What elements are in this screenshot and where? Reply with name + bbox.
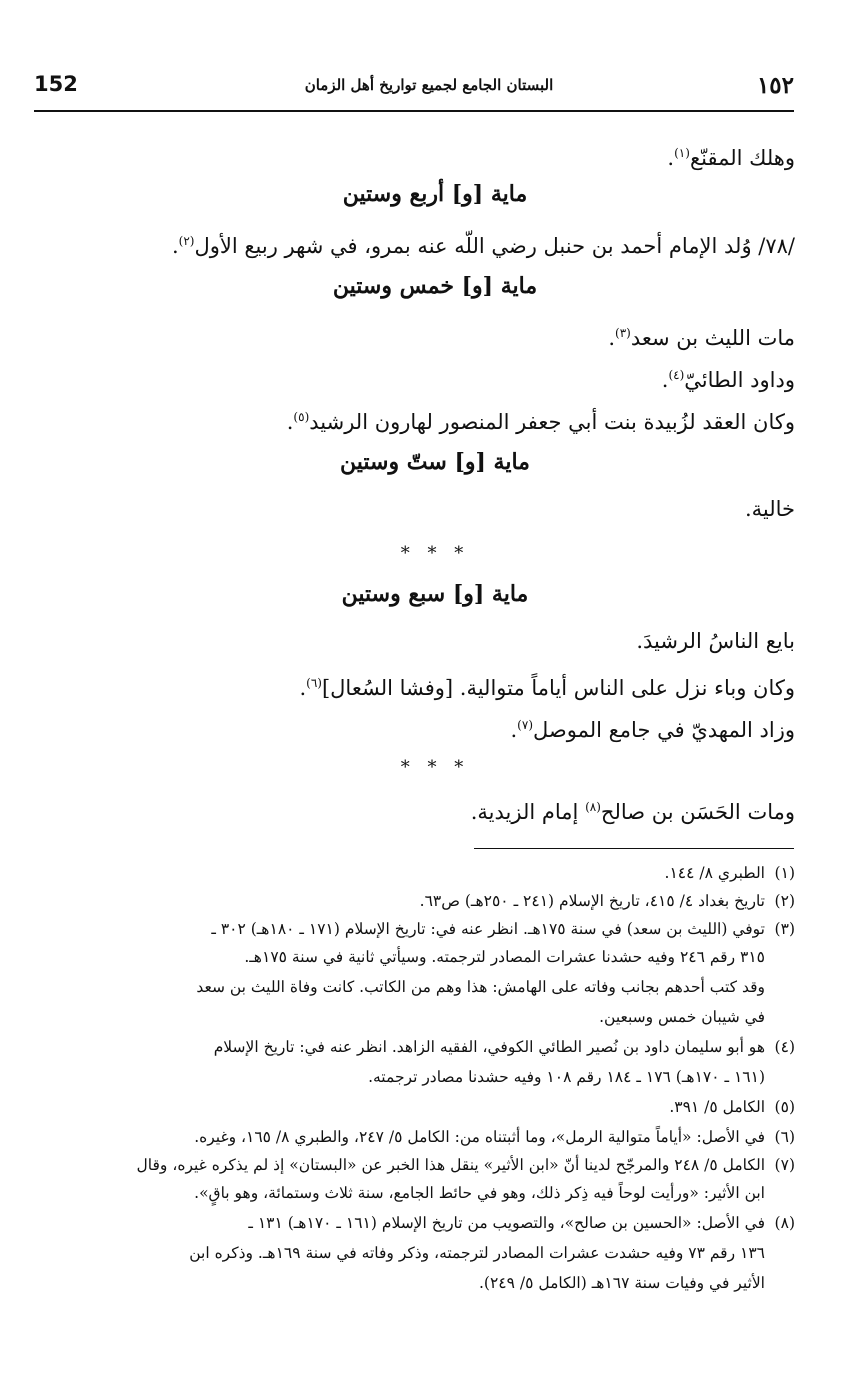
footnote-3-cont: ٣١٥ رقم ٢٤٦ وفيه حشدنا عشرات المصادر لترجمته. وسيأتي ثانية في سنة ١٧٥هـ.	[244, 948, 765, 966]
footnote-8: (٨)في الأصل: «الحسين بن صالح»، والتصويب من تاريخ الإسلام (١٦١ ـ ١٧٠هـ) ١٣١ ـ	[248, 1214, 795, 1232]
section-separator: * * *	[400, 543, 470, 564]
header-rule	[34, 110, 794, 112]
footnote-7-cont: ابن الأثير: «ورأيت لوحاً فيه ذِكر ذلك، وهو في حائط الجامع، سنة ثلاث وستمائة، وهو باقٍ».	[194, 1184, 765, 1202]
footnote-ref: (٣)	[615, 326, 631, 340]
footnote-4-cont: (١٦١ ـ ١٧٠هـ) ١٧٦ ـ ١٨٤ رقم ١٠٨ وفيه حشدنا مصادر ترجمته.	[368, 1068, 765, 1086]
footnote-ref: (٨)	[585, 800, 601, 814]
footnote-ref: (١)	[674, 146, 690, 160]
page-number-latin: 152	[34, 72, 78, 96]
text-line: خالية.	[744, 497, 795, 521]
text-line: ومات الحَسَن بن صالح$^{(٨)}$ إمام الزيدية.	[470, 800, 795, 824]
text-line: بايع الناسُ الرشيدَ.	[636, 629, 795, 653]
footnote-3-note: وقد كتب أحدهم بجانب وفاته على الهامش: هذا وهم من الكاتب. كانت وفاة الليث بن سعد	[196, 978, 765, 996]
footnote-ref: (٤)	[668, 368, 685, 382]
footnote-ref: (٧)	[517, 718, 533, 732]
footnote-separator	[474, 848, 794, 849]
year-heading: ماية [و] خمس وستين	[332, 273, 538, 299]
footnote-1: (١)الطبري ٨/ ١٤٤.	[664, 864, 795, 882]
page-number-arabic: ١٥٢	[756, 72, 794, 99]
footnote-8-cont-2: الأثير في وفيات سنة ١٦٧هـ (الكامل ٥/ ٢٤٩).	[479, 1274, 765, 1292]
footnote-2: (٢)تاريخ بغداد ٤/ ٤١٥، تاريخ الإسلام (٢٤١ ـ ٢٥٠هـ) ص٦٣.	[419, 892, 795, 910]
footnote-ref: (٢)	[178, 234, 195, 248]
book-title: البستان الجامع لجميع تواريخ أهل الزمان	[304, 76, 554, 94]
year-heading: ماية [و] ستّ وستين	[340, 449, 530, 475]
text-line: /٧٨/ وُلد الإمام أحمد بن حنبل رضي اللّه عنه بمرو، في شهر ربيع الأول$^{(٢)}$.	[171, 234, 795, 258]
text-line: وزاد المهديّ في جامع الموصل$^{(٧)}$.	[510, 718, 795, 742]
text-line: مات الليث بن سعد$^{(٣)}$.	[608, 326, 795, 350]
footnote-4: (٤)هو أبو سليمان داود بن نُصير الطائي الكوفي، الفقيه الزاهد. انظر عنه في: تاريخ الإسلام	[213, 1038, 795, 1056]
footnote-5: (٥)الكامل ٥/ ٣٩١.	[669, 1098, 795, 1116]
running-header	[34, 72, 794, 112]
footnote-ref: (٥)	[293, 410, 310, 424]
text-line: وكان العقد لزُبيدة بنت أبي جعفر المنصور لهارون الرشيد$^{(٥)}$.	[286, 410, 795, 434]
footnote-7: (٧)الكامل ٥/ ٢٤٨ والمرجّح لدينا أنّ «ابن الأثير» ينقل هذا الخبر عن «البستان» إذ لم يذكره غيره، وقال	[136, 1156, 795, 1174]
footnote-ref: (٦)	[306, 676, 322, 690]
text-line: وداود الطائيّ$^{(٤)}$.	[661, 368, 795, 392]
year-heading: ماية [و] سبع وستين	[341, 581, 529, 607]
year-heading: ماية [و] أربع وستين	[342, 181, 528, 207]
section-separator: * * *	[400, 757, 470, 778]
text-line: وكان وباء نزل على الناس أياماً متوالية. [وفشا السُعال]$^{(٦)}$.	[299, 676, 795, 700]
footnote-8-cont: ١٣٦ رقم ٧٣ وفيه حشدت عشرات المصادر لترجمته، وذكر وفاته في سنة ١٦٩هـ. وذكره ابن	[189, 1244, 765, 1262]
text-line: وهلك المقنّع$^{(١)}$.	[667, 146, 795, 170]
footnote-3: (٣)توفي (الليث بن سعد) في سنة ١٧٥هـ. انظر عنه في: تاريخ الإسلام (١٧١ ـ ١٨٠هـ) ٣٠٢ ـ	[211, 920, 795, 938]
footnote-3-note-cont: في شيبان خمس وسبعين.	[599, 1008, 765, 1026]
footnote-6: (٦)في الأصل: «أياماً متوالية الرمل»، وما أثبتناه من: الكامل ٥/ ٢٤٧، والطبري ٨/ ١٦٥، وغيره.	[194, 1128, 795, 1146]
